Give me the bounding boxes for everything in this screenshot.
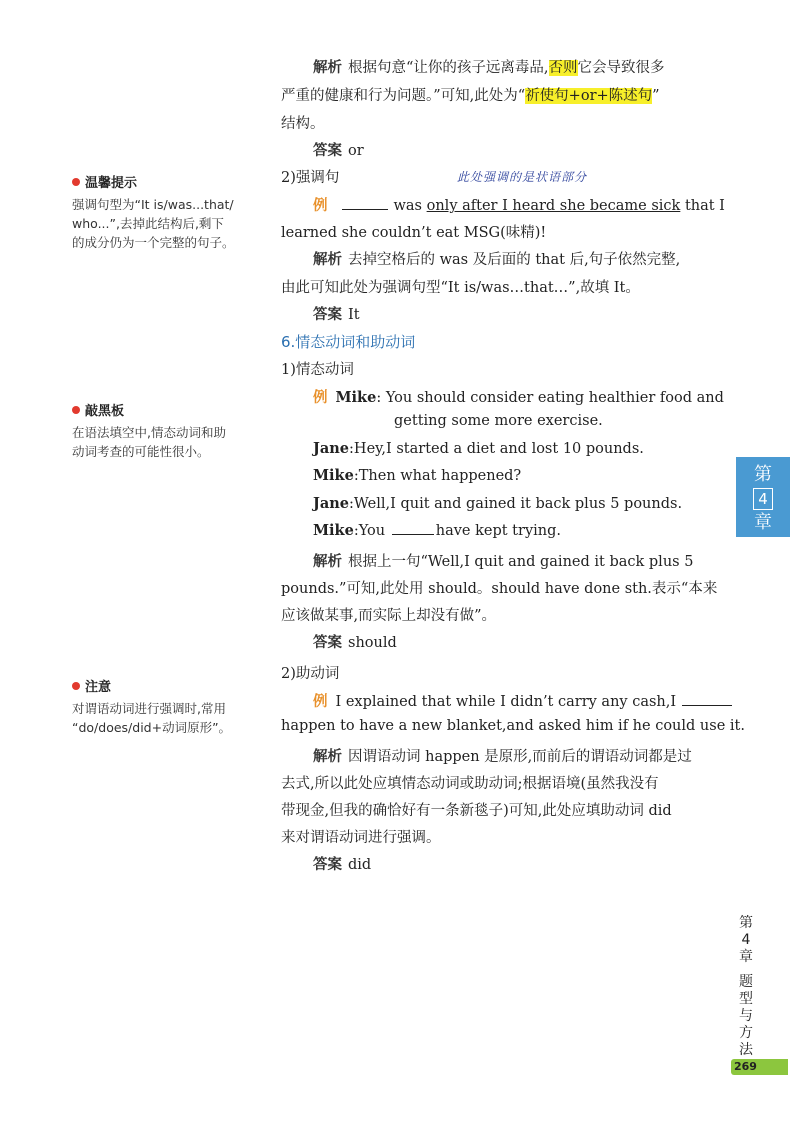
aux-analysis-line3: 带现金,但我的确恰好有一条新毯子)可知,此处应填助动词 did	[281, 803, 672, 819]
dialog-line1-cont: getting some more exercise.	[394, 413, 603, 429]
q1-answer: 答案 or	[313, 143, 364, 159]
aux-example-line1: 例 I explained that while I didn’t carry any cash,I	[313, 690, 753, 711]
dialog-line2: Jane:Hey,I started a diet and lost 10 pounds.	[313, 440, 644, 457]
handwritten-note: 此处强调的是状语部分	[457, 170, 588, 184]
bullet-icon	[72, 178, 80, 186]
q1-analysis-line1: 解析 根据句意“让你的孩子远离毒品,否则它会导致很多	[313, 60, 665, 76]
modal-analysis-line2: pounds.”可知,此处用 should。should have done sth.表示“本来	[281, 581, 718, 597]
chapter-tab: 第 4 章	[736, 457, 790, 537]
aux-example-line2: happen to have a new blanket,and asked him if he could use it.	[281, 718, 745, 734]
bullet-icon	[72, 682, 80, 690]
chapter-side-label: 第 4 章 题 型 与 方 法	[739, 915, 753, 1058]
aux-answer: 答案 did	[313, 857, 372, 873]
dialog-line4: Jane:Well,I quit and gained it back plus 5 pounds.	[313, 495, 683, 512]
section-heading: 6.情态动词和助动词	[281, 333, 416, 351]
dialog-line1: 例 Mike: You should consider eating healthier food and	[313, 389, 724, 406]
modal-heading: 1)情态动词	[281, 362, 354, 378]
emph-answer: 答案 It	[313, 307, 360, 323]
dialog-line3: Mike:Then what happened?	[313, 467, 522, 484]
aux-analysis-line1: 解析 因谓语动词 happen 是原形,而前后的谓语动词都是过	[313, 749, 692, 765]
page-number: 269	[734, 1060, 757, 1073]
emph-example-line2: learned she couldn’t eat MSG(味精)!	[281, 225, 547, 241]
emph-heading: 2)强调句	[281, 170, 340, 186]
tip-blackboard: 敲黑板 在语法填空中,情态动词和助 动词考查的可能性很小。	[72, 404, 226, 459]
q1-analysis-line2: 严重的健康和行为问题。”可知,此处为“祈使句+or+陈述句”	[281, 88, 660, 104]
modal-answer: 答案 should	[313, 635, 397, 651]
tip-note: 注意 对谓语动词进行强调时,常用 “do/does/did+动词原形”。	[72, 680, 232, 735]
bullet-icon	[72, 406, 80, 414]
tip-warm: 温馨提示 强调句型为“It is/was...that/ who...”,去掉此结构后,剩下 的成分仍为一个完整的句子。	[72, 176, 235, 250]
aux-analysis-line2: 去式,所以此处应填情态动词或助动词;根据语境(虽然我没有	[281, 776, 659, 792]
modal-analysis-line1: 解析 根据上一句“Well,I quit and gained it back plus 5	[313, 554, 694, 570]
dialog-line5: Mike:You have kept trying.	[313, 522, 562, 539]
emph-analysis-line1: 解析 去掉空格后的 was 及后面的 that 后,句子依然完整,	[313, 252, 681, 268]
q1-analysis-line3: 结构。	[281, 116, 325, 132]
aux-heading: 2)助动词	[281, 666, 340, 682]
aux-analysis-line4: 来对谓语动词进行强调。	[281, 830, 441, 846]
emph-example-line1: 例 was only after I heard she became sick that I	[313, 198, 725, 214]
emph-analysis-line2: 由此可知此处为强调句型“It is/was…that…”,故填 It。	[281, 280, 640, 296]
modal-analysis-line3: 应该做某事,而实际上却没有做”。	[281, 608, 497, 624]
